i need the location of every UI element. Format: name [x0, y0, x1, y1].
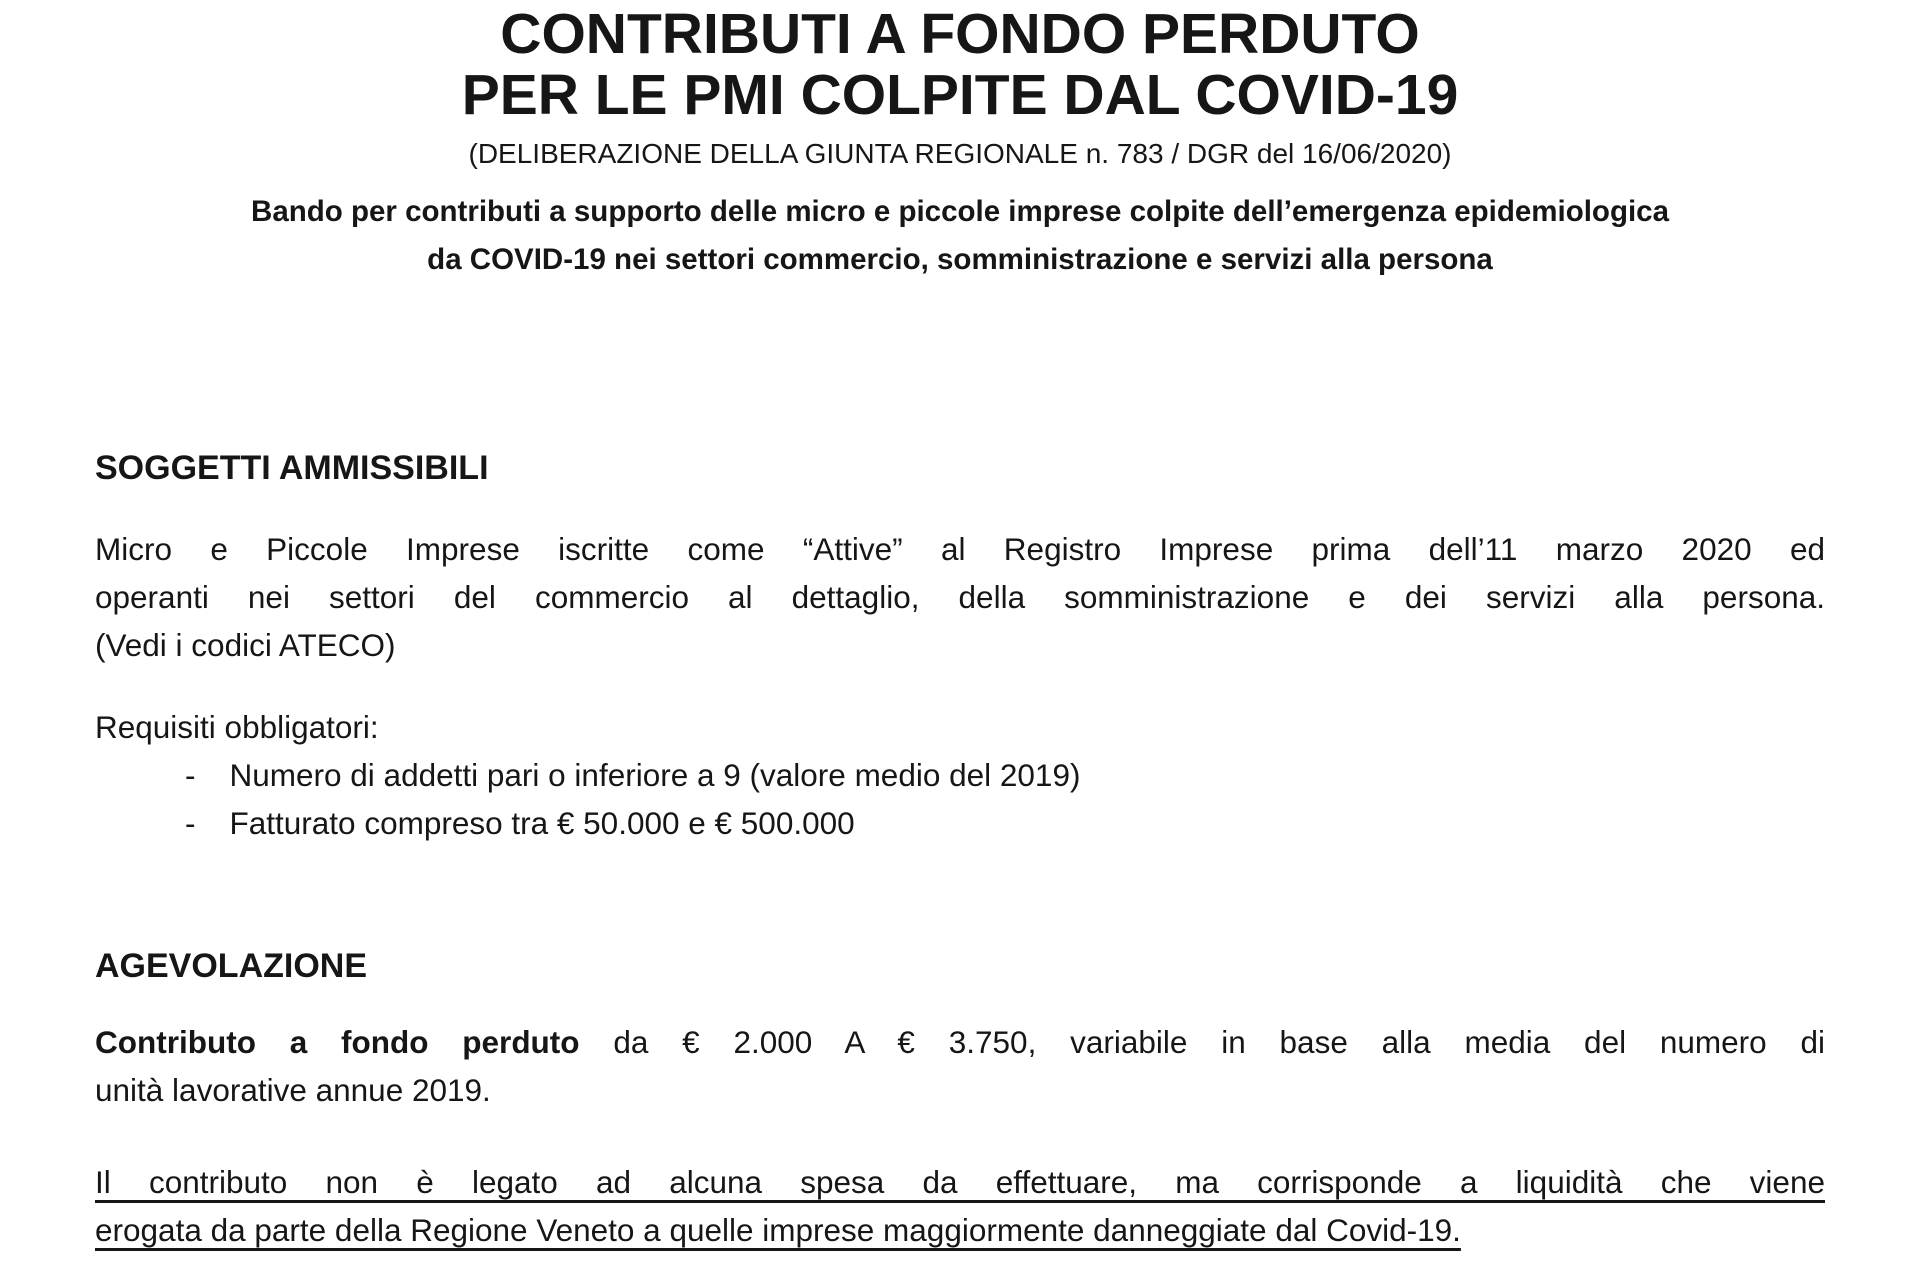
title-line-1: CONTRIBUTI A FONDO PERDUTO — [500, 2, 1420, 66]
requisiti-item-text: Numero di addetti pari o inferiore a 9 (valore medio del 2019) — [229, 756, 1081, 793]
contributo-line-2: unità lavorative annue 2019. — [95, 1072, 491, 1108]
document-subtitle: (DELIBERAZIONE DELLA GIUNTA REGIONALE n. 783 / DGR del 16/06/2020) — [468, 137, 1452, 169]
bullet-dash: - — [185, 804, 196, 841]
requisiti-item — [95, 751, 1825, 799]
soggetti-line-2: operanti nei settori del commercio al dettaglio, della somministrazione e dei servizi alla persona. — [95, 578, 1825, 615]
contributo-line-1-rest: da € 2.000 A € 3.750, variabile in base alla media del numero di — [579, 1024, 1825, 1060]
soggetti-paragraph — [95, 525, 1825, 669]
title-line-2: PER LE PMI COLPITE DAL COVID-19 — [461, 62, 1459, 127]
requisiti-item-text: Fatturato compreso tra € 50.000 e € 500.000 — [229, 804, 855, 841]
agevolazione-heading: AGEVOLAZIONE — [95, 946, 368, 985]
intro-line-1: Bando per contributi a supporto delle micro e piccole imprese colpite dell’emergenza epidemiologica — [251, 194, 1669, 228]
soggetti-heading: SOGGETTI AMMISSIBILI — [95, 449, 489, 488]
bullet-dash: - — [185, 756, 196, 793]
contributo-paragraph — [95, 1018, 1825, 1114]
liquidita-line-2: erogata da parte della Regione Veneto a quelle imprese maggiormente danneggiate dal Covid-19. — [95, 1212, 1461, 1248]
requisiti-list — [95, 751, 1825, 847]
document-title — [95, 4, 1825, 126]
contributo-bold-text: Contributo a fondo perduto — [95, 1024, 580, 1060]
liquidita-line-1: Il contributo non è legato ad alcuna spesa da effettuare, ma corrisponde a liquidità che viene — [95, 1164, 1825, 1200]
contributo-line-1 — [95, 1018, 1825, 1066]
requisiti-label: Requisiti obbligatori: — [95, 708, 379, 745]
intro-line-2: da COVID-19 nei settori commercio, somministrazione e servizi alla persona — [427, 243, 1493, 277]
liquidita-paragraph — [95, 1158, 1825, 1254]
requisiti-item — [95, 799, 1825, 847]
soggetti-line-1: Micro e Piccole Imprese iscritte come “Attive” al Registro Imprese prima dell’11 marzo 2020 ed — [95, 530, 1825, 567]
soggetti-line-3: (Vedi i codici ATECO) — [95, 626, 396, 663]
intro-paragraph — [95, 188, 1825, 284]
